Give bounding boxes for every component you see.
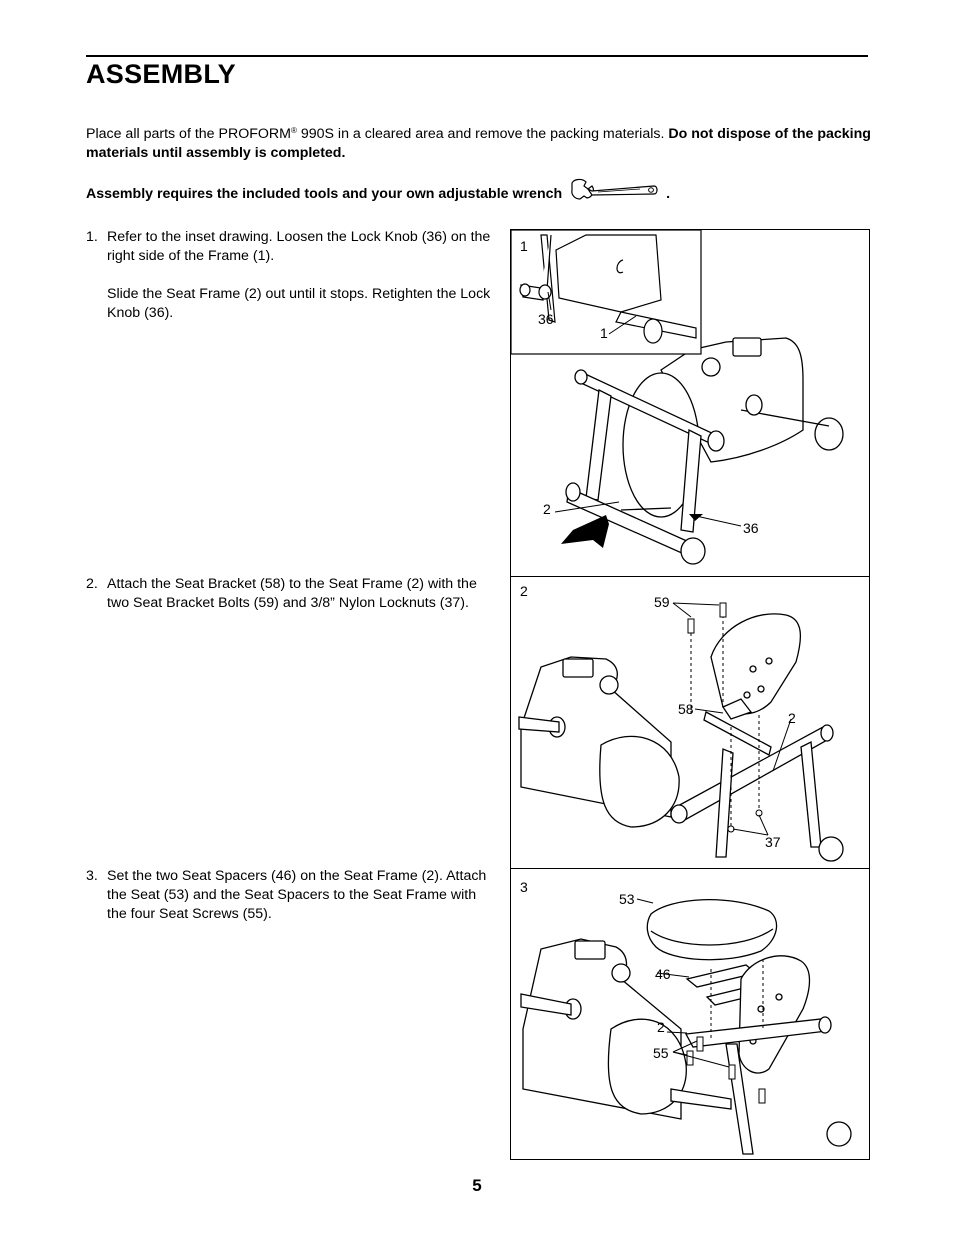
figure-1-callout-36: 36: [743, 520, 759, 536]
figure-2-callout-58: 58: [678, 701, 694, 717]
page-number: 5: [472, 1176, 482, 1195]
header-rule: [86, 55, 868, 57]
figure-3-number: 3: [520, 879, 528, 895]
figure-2-callout-2: 2: [788, 710, 796, 726]
figure-1-drawing: [511, 230, 869, 576]
registered-mark: ®: [291, 126, 297, 135]
figure-2-number: 2: [520, 583, 528, 599]
figure-2-callout-59: 59: [654, 594, 670, 610]
figure-2: [510, 576, 870, 869]
figure-1-inset-callout-36: 36: [538, 311, 554, 327]
figure-1-callout-2: 2: [543, 501, 551, 517]
figure-2-drawing: [511, 577, 869, 868]
figure-3-callout-55: 55: [653, 1045, 669, 1061]
figure-1-inset-callout-1: 1: [600, 325, 608, 341]
figure-3: [510, 868, 870, 1160]
tools-note: Assembly requires the included tools and your own adjustable wrench .: [86, 177, 670, 211]
page-title: ASSEMBLY: [86, 59, 236, 89]
figure-1-number: 1: [520, 238, 528, 254]
figure-2-callout-37: 37: [765, 834, 781, 850]
step-2: 2. Attach the Seat Bracket (58) to the Seat Frame (2) with the two Seat Bracket Bolts (59) and 3/8” Nylon Locknuts (37).: [86, 576, 477, 611]
step-3: 3. Set the two Seat Spacers (46) on the Seat Frame (2). Attach the Seat (53) and the Seat Spacers to the Seat Frame with the four Seat Screws (55).: [86, 868, 487, 922]
figure-3-callout-46: 46: [655, 966, 671, 982]
figure-3-callout-2: 2: [657, 1019, 665, 1035]
figure-1: [510, 229, 870, 577]
wrench-icon: [568, 177, 660, 211]
figure-3-callout-53: 53: [619, 891, 635, 907]
figure-3-drawing: [511, 869, 869, 1159]
step-1: 1. Refer to the inset drawing. Loosen the Lock Knob (36) on the right side of the Frame (1). Slide the Seat Frame (2) out until it stops. Retighten the Lock Knob (36).: [86, 229, 491, 321]
intro-paragraph: Place all parts of the PROFORM® 990S in a cleared area and remove the packing materials. Do not dispose of the packing materials until assembly is completed.: [86, 126, 871, 161]
intro-warning: Do not dispose of the packing materials until assembly is completed.: [86, 126, 871, 161]
